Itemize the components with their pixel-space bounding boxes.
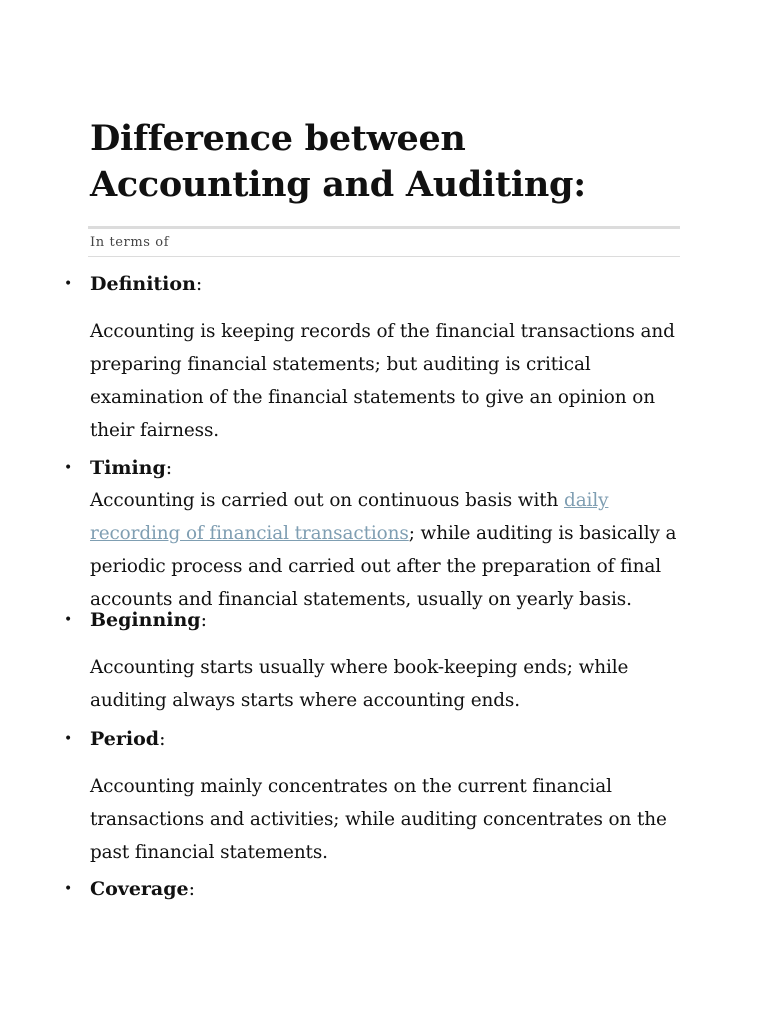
term-label: Timing xyxy=(90,457,166,479)
list-item-definition xyxy=(64,268,680,447)
bullet-icon: • xyxy=(64,881,73,897)
article xyxy=(64,116,680,900)
term-label: Beginning xyxy=(90,609,201,631)
item-body: Accounting is keeping records of the financial transactions and preparing financial statements; but auditing is critical examination of the financial statements to give an opinion on their fairness. xyxy=(90,321,675,441)
item-term: Coverage: xyxy=(90,878,196,900)
term-label: Coverage xyxy=(90,878,189,900)
term-label: Definition xyxy=(90,273,196,295)
subtitle-bar xyxy=(88,226,680,257)
list-item-beginning xyxy=(64,604,680,717)
item-body: Accounting starts usually where book-keeping ends; while auditing always starts where accounting ends. xyxy=(90,657,629,711)
bullet-icon: • xyxy=(64,276,73,292)
item-body: Accounting is carried out on continuous basis with daily recording of financial transactions; while auditing is basically a periodic process and carried out after the preparation of final accounts and financial statements, usually on yearly basis. xyxy=(90,490,677,610)
bullet-icon: • xyxy=(64,731,73,747)
term-label: Period xyxy=(90,728,160,750)
list-item-coverage xyxy=(64,873,680,905)
item-term: Period: xyxy=(90,728,166,750)
item-term: Beginning: xyxy=(90,609,208,631)
subtitle: In terms of xyxy=(90,235,170,250)
bullet-icon: • xyxy=(64,612,73,628)
daily-recording-link[interactable]: daily recording of financial transactions xyxy=(90,490,609,544)
item-term: Definition: xyxy=(90,273,203,295)
list-item-timing xyxy=(64,452,680,616)
item-body: Accounting mainly concentrates on the current financial transactions and activities; while auditing concentrates on the past financial statements. xyxy=(90,776,667,863)
item-term: Timing: xyxy=(90,457,173,479)
page-title: Difference between Accounting and Auditing: xyxy=(90,118,586,205)
list-item-period xyxy=(64,723,680,869)
bullet-icon: • xyxy=(64,460,73,476)
